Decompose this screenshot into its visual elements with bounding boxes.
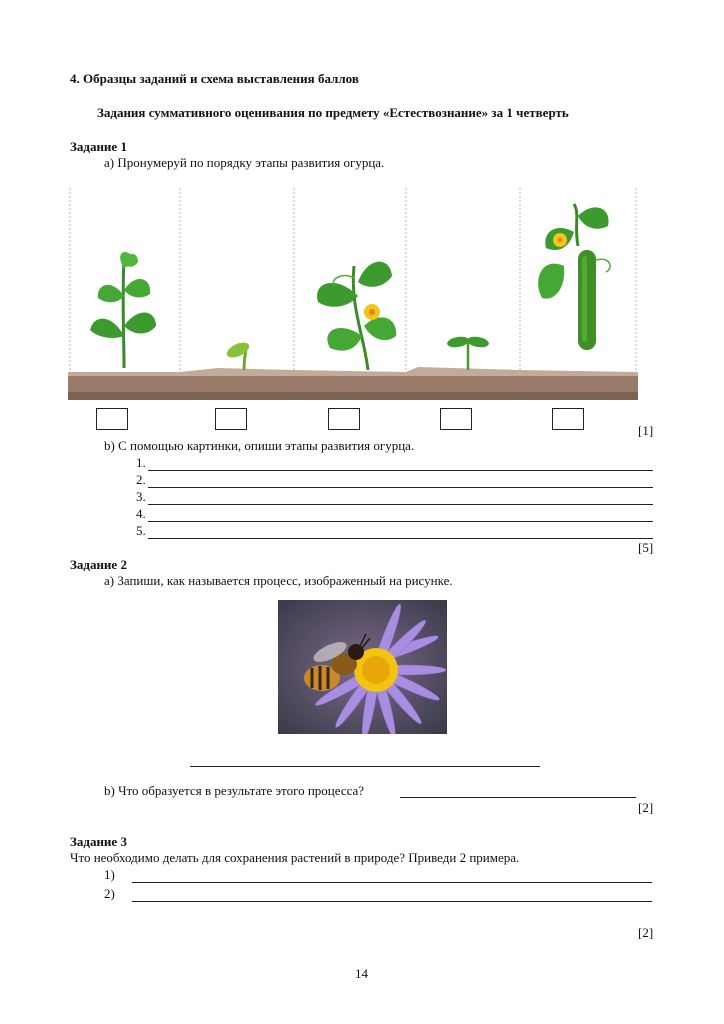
- task1-part-a-text: а) Пронумеруй по порядку этапы развития огурца.: [104, 155, 385, 170]
- stage-fruiting-plant: [538, 204, 610, 350]
- answer-line-number: 3.: [136, 489, 146, 504]
- task2-part-a-text: а) Запиши, как называется процесс, изображенный на рисунке.: [104, 573, 453, 588]
- answer-line-number: 4.: [136, 506, 146, 521]
- example-item-number: 2): [104, 886, 115, 901]
- answer-line-number: 1.: [136, 455, 146, 470]
- stage-number-box-5[interactable]: [552, 408, 584, 430]
- stage-flowering-plant: [317, 262, 396, 370]
- stage-number-box-3[interactable]: [328, 408, 360, 430]
- result-answer-line[interactable]: [400, 797, 636, 798]
- answer-line-number: 5.: [136, 523, 146, 538]
- answer-line-4[interactable]: [148, 521, 653, 522]
- answer-line-1[interactable]: [148, 470, 653, 471]
- task1-title: Задание 1: [70, 139, 127, 154]
- task2-score: [2]: [638, 800, 654, 815]
- assessment-subtitle: Задания суммативного оценивания по предмету «Естествознание» за 1 четверть: [97, 105, 569, 120]
- stage-sprout: [225, 339, 252, 370]
- task3-title: Задание 3: [70, 834, 127, 849]
- task2-part-b-text: b) Что образуется в результате этого процесса?: [104, 783, 365, 798]
- answer-line-3[interactable]: [148, 504, 653, 505]
- example-answer-line-1[interactable]: [132, 882, 652, 883]
- task3-question: Что необходимо делать для сохранения растений в природе? Приведи 2 примера.: [70, 850, 520, 865]
- answer-line-2[interactable]: [148, 487, 653, 488]
- stage-number-box-2[interactable]: [215, 408, 247, 430]
- cucumber-growth-stages-illustration: [68, 186, 640, 404]
- page-number: 14: [355, 966, 368, 981]
- stage-number-box-1[interactable]: [96, 408, 128, 430]
- process-name-answer-line[interactable]: [190, 766, 540, 767]
- bee-on-flower-photo: [278, 600, 447, 734]
- task3-score: [2]: [638, 925, 654, 940]
- task2-title: Задание 2: [70, 557, 127, 572]
- stage-seedling: [446, 335, 489, 370]
- section-title: 4. Образцы заданий и схема выставления баллов: [70, 71, 359, 86]
- example-answer-line-2[interactable]: [132, 901, 652, 902]
- task1-score-b: [5]: [638, 540, 654, 555]
- example-item-number: 1): [104, 867, 115, 882]
- answer-line-5[interactable]: [148, 538, 653, 539]
- stage-young-plant: [90, 252, 156, 368]
- task1-part-b-text: b) С помощью картинки, опиши этапы развития огурца.: [104, 438, 415, 453]
- task1-score-a: [1]: [638, 423, 654, 438]
- stage-number-box-4[interactable]: [440, 408, 472, 430]
- answer-line-number: 2.: [136, 472, 146, 487]
